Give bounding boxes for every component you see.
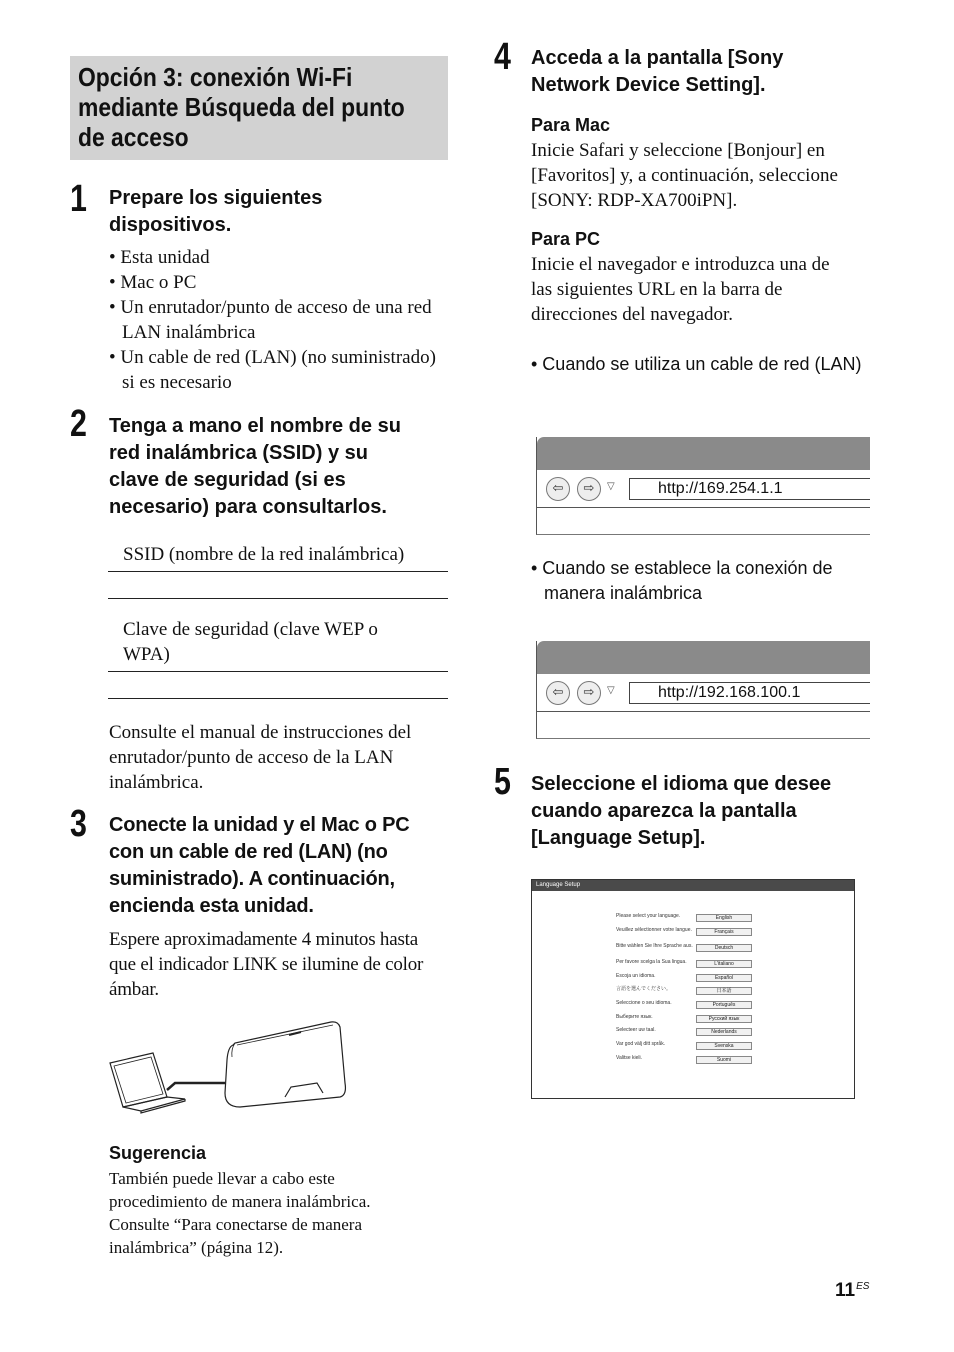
language-row: Veuillez sélectionner votre langue. Français: [616, 927, 846, 939]
language-row: Escoja un idioma. Español: [616, 973, 846, 985]
step-5-title: Seleccione el idioma que desee cuando aparezca la pantalla [Language Setup].: [531, 773, 832, 849]
step-4-title: Acceda a la pantalla [Sony Network Device Setting].: [531, 47, 784, 96]
language-button[interactable]: Español: [696, 974, 752, 982]
mac-instructions: Inicie Safari y seleccione [Bonjour] en [Favoritos] y, a continuación, seleccione [SONY: RDP-XA700iPN].: [531, 140, 838, 211]
step-1-number: 1: [70, 178, 87, 220]
browser-window-wireless: [536, 641, 870, 739]
language-button[interactable]: Nederlands: [696, 1028, 752, 1036]
language-row: Valitse kieli. Suomi: [616, 1055, 846, 1067]
language-button[interactable]: Deutsch: [696, 944, 752, 952]
key-write-line-2: [108, 698, 448, 699]
dropdown-triangle-icon[interactable]: ▽: [607, 685, 615, 696]
step-4-number: 4: [494, 36, 511, 78]
browser-titlebar: [537, 437, 870, 470]
browser-titlebar: [537, 641, 870, 674]
page-language-suffix: ES: [856, 1281, 870, 1292]
step-1-title: Prepare los siguientes dispositivos.: [109, 187, 323, 236]
list-item: • Mac o PC: [109, 272, 197, 293]
ssid-write-line-1: [108, 571, 448, 572]
step-2-title: Tenga a mano el nombre de su red inalámbrica (SSID) y su clave de seguridad (si es necesario) para consultarlos.: [109, 415, 401, 518]
forward-arrow-icon[interactable]: ⇨: [577, 477, 601, 501]
language-button[interactable]: Русский язык: [696, 1015, 752, 1023]
language-row: Var god välj ditt språk. Svenska: [616, 1041, 846, 1053]
step-1-bullet-list: [109, 245, 449, 395]
key-write-line-1: [108, 671, 448, 672]
list-item: • Esta unidad: [109, 247, 210, 268]
step-5-number: 5: [494, 761, 511, 803]
tip-body: También puede llevar a cabo este procedimiento de manera inalámbrica. Consulte “Para conectarse de manera inalámbrica” (página 12).: [109, 1169, 371, 1257]
language-row: Bitte wählen Sie Ihre Sprache aus. Deutsch: [616, 943, 846, 955]
language-button[interactable]: Français: [696, 928, 752, 936]
step-2-note: Consulte el manual de instrucciones del enrutador/punto de acceso de la LAN inalámbrica.: [109, 722, 412, 793]
step-2-number: 2: [70, 403, 87, 445]
ssid-field-label: SSID (nombre de la red inalámbrica): [123, 544, 405, 565]
list-item: • Un cable de red (LAN) (no suministrado) si es necesario: [109, 347, 436, 393]
wireless-case-text: • Cuando se establece la conexión de manera inalámbrica: [531, 558, 833, 603]
language-setup-screen: [531, 879, 855, 1099]
language-row: Please select your language. English: [616, 913, 846, 925]
language-setup-titlebar: Language Setup: [532, 880, 854, 891]
list-item: • Un enrutador/punto de acceso de una red LAN inalámbrica: [109, 297, 432, 343]
pc-subheading: Para PC: [531, 229, 601, 249]
laptop-speaker-connection-illustration: [105, 1015, 350, 1115]
forward-arrow-icon[interactable]: ⇨: [577, 681, 601, 705]
browser-toolbar: [537, 674, 870, 712]
step-3-number: 3: [70, 803, 87, 845]
language-button[interactable]: English: [696, 914, 752, 922]
back-arrow-icon[interactable]: ⇦: [546, 681, 570, 705]
browser-toolbar: [537, 470, 870, 508]
tip-title: Sugerencia: [109, 1143, 207, 1163]
language-row: Per favore scelga la Sua lingua. L'italiano: [616, 959, 846, 971]
language-row: Seleccione o seu idioma. Português: [616, 1000, 846, 1012]
security-key-field-label: Clave de seguridad (clave WEP o WPA): [123, 619, 378, 665]
address-bar-input[interactable]: http://169.254.1.1: [629, 478, 870, 500]
ssid-write-line-2: [108, 598, 448, 599]
language-button[interactable]: Svenska: [696, 1042, 752, 1050]
language-row: 言語を選んでください。 日本語: [616, 986, 846, 998]
language-button[interactable]: L'italiano: [696, 960, 752, 968]
step-3-body: Espere aproximadamente 4 minutos hasta que el indicador LINK se ilumine de color ámbar.: [109, 929, 424, 1000]
section-title: Opción 3: conexión Wi-Fi mediante Búsqueda del punto de acceso: [78, 62, 405, 152]
language-row: Выберите язык. Русский язык: [616, 1014, 846, 1026]
wired-case-text: • Cuando se utiliza un cable de red (LAN): [531, 354, 862, 374]
language-row: Selecteer uw taal. Nederlands: [616, 1027, 846, 1039]
back-arrow-icon[interactable]: ⇦: [546, 477, 570, 501]
pc-instructions: Inicie el navegador e introduzca una de las siguientes URL en la barra de direcciones del navegador.: [531, 254, 830, 325]
step-3-title: Conecte la unidad y el Mac o PC con un cable de red (LAN) (no suministrado). A continuación, encienda esta unidad.: [109, 814, 410, 917]
language-button[interactable]: 日本語: [696, 987, 752, 995]
dropdown-triangle-icon[interactable]: ▽: [607, 481, 615, 492]
language-button[interactable]: Português: [696, 1001, 752, 1009]
page-number: $11^{ES}$: [835, 1280, 870, 1301]
language-button[interactable]: Suomi: [696, 1056, 752, 1064]
browser-window-wired: [536, 437, 870, 535]
mac-subheading: Para Mac: [531, 115, 611, 135]
address-bar-input[interactable]: http://192.168.100.1: [629, 682, 870, 704]
